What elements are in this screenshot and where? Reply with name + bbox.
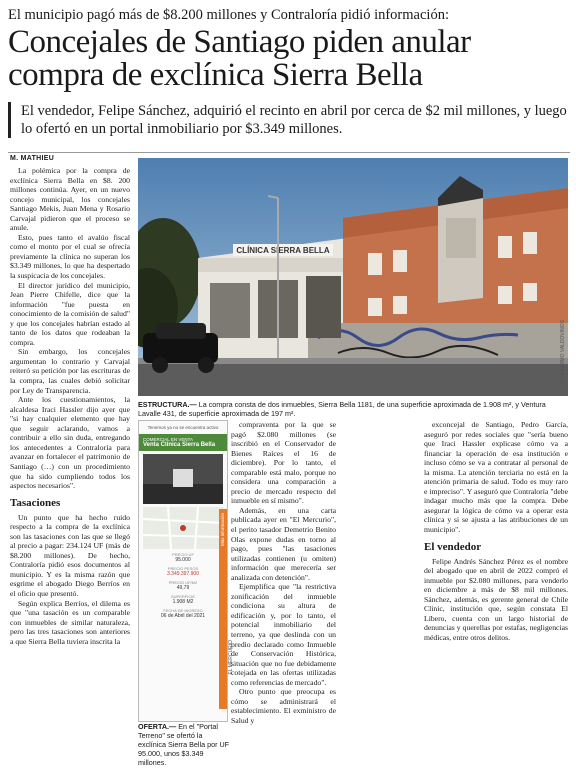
portal-field-value: 95.000 xyxy=(175,557,191,563)
photo-credit: GUILLERMO VALDOVINOS xyxy=(560,320,566,383)
section-heading-tasaciones: Tasaciones xyxy=(10,496,61,509)
portal-field-value: 3.349.397.900 xyxy=(167,571,199,577)
portal-field-label: PRECIO UF/M2 xyxy=(168,580,198,585)
article-column-3 xyxy=(424,420,568,642)
portal-map xyxy=(143,507,223,549)
portal-side-banner xyxy=(219,509,227,709)
paragraph: Además, en una carta publicada ayer en "El Mercurio", el perito tasador Demetrio Benito Olas expone dudas en torno al pago, pues "las tasaciones utilizadas contienen (u omiten) información que merecería ser analizada con detención". xyxy=(231,505,336,582)
portal-field-label: SUPERFICIE xyxy=(170,594,195,599)
portal-field-value: 1.908 M2 xyxy=(172,599,194,605)
paragraph: Según explica Berríos, el dilema es que "una tasación es un comparable con inmuebles de similar naturaleza, pero las tres tasaciones son anteriores a que Sierra Bella tuviera inscrita la xyxy=(10,598,130,646)
column-3-paragraphs-2 xyxy=(424,557,568,643)
column-1-paragraphs-2 xyxy=(10,513,130,647)
portal-field-value: 49,79 xyxy=(176,585,190,591)
column-3-paragraphs xyxy=(424,420,568,535)
paragraph: exconcejal de Santiago, Pedro García, aseguró por redes sociales que "sería bueno que Iraci Hassler explicase cómo va a financiar la operación de esa institución e incluso cómo se va a contratar al personal de la misma. La atención terciaria no está en la atención primaria de salud. Todo es muy raro e impreciso". Y aseguró que Contraloría "debe indagar mucho más que la compra. Debe asegurar la lógica de cómo va a operar esta clínica y si se ajusta a las atribuciones de un municipio". xyxy=(424,420,568,535)
portal-field xyxy=(139,580,227,591)
portal-caption-text: En el "Portal Terreno" se ofertó la exclínica Sierra Bella por UF 95.000, unos $3.349 millones. xyxy=(138,722,230,767)
portal-top-text: Tenemos ya no se encuentra activo xyxy=(147,425,219,430)
portal-field xyxy=(139,552,227,563)
portal-field-label: FECHA DE INGRESO xyxy=(163,608,203,613)
portal-fields xyxy=(139,552,227,619)
paragraph: Felipe Andrés Sánchez Pérez es el nombre del abogado que en abril de 2022 compró el inmueble por $2.080 millones, para venderlo en diciembre a más de $8 mil millones. Sánchez, además, es gerente general de Chile Clinic, institución que, según constata El Líbero, cuenta con un largo historial de denuncias y querellas por estafas, negligencias médicas, entre otros delitos. xyxy=(424,556,568,642)
portal-photo xyxy=(143,454,223,504)
portal-screenshot xyxy=(138,420,228,722)
portal-field xyxy=(139,608,227,619)
photo-caption-label: ESTRUCTURA.— xyxy=(138,400,197,409)
portal-credit: EL MERCURIO xyxy=(228,640,234,675)
paragraph: compraventa por la que se pagó $2.080 millones (se inscribió en el Conservador de Bienes Raíces el 16 de diciembre). Por lo tanto, el comparable está malo, porque no considera una comparación a precio de mercado respecto del inmueble en sí mismo". xyxy=(231,420,336,506)
deck: El vendedor, Felipe Sánchez, adquirió el recinto en abril por cerca de $2 mil millones, y luego lo ofertó en un portal inmobiliario por $3.349 millones. xyxy=(8,102,576,138)
kicker: El municipio pagó más de $8.200 millones y Contraloría pidió información: xyxy=(8,7,449,23)
portal-field xyxy=(139,566,227,577)
portal-field-value: 06 de Abril del 2021 xyxy=(160,613,206,619)
portal-title: Venta Clínica Sierra Bella xyxy=(143,442,216,448)
portal-caption xyxy=(138,722,230,767)
portal-header xyxy=(139,434,227,451)
paragraph: Un punto que ha hecho ruido respecto a la compra de la exclínica son las tasaciones con las que se llegó al precio a pagar: 234.124 UF (más de $8.200 millones). De hecho, Contraloría pidió esos documentos al municipio. Y es la misma razón que esgrime el abogado Diego Berríos en el oficio que presentó. xyxy=(10,512,130,598)
paragraph: Ejemplifica que "la restrictiva zonificación del inmueble condiciona su altura de edificación y, por lo tanto, el potencial inmobiliario del terreno, ya que deslinda con un predio declarado como Inmueble de Conservación Histórica, situación que no fue debidamente cotejada en las ofertas utilizadas como referencias de mercado". xyxy=(231,582,336,687)
portal-photo-illustration xyxy=(143,454,223,504)
paragraph: Otro punto que preocupa es cómo se administrará el establecimiento. El exministro de Salud y xyxy=(231,687,336,725)
photo-caption xyxy=(138,400,568,418)
map-illustration xyxy=(143,507,223,549)
paragraph: El director jurídico del municipio, Jean Pierre Chifelle, dice que la información "fue puesta en conocimiento de la comisión de salud" y que los concejales habrían estado al tanto de los datos que rodeaban la compra. xyxy=(10,280,130,347)
portal-side-text: Más información xyxy=(220,513,225,547)
article-column-1 xyxy=(10,166,130,646)
portal-field-label: PRECIO UF xyxy=(172,552,194,557)
paragraph: Esto, pues tanto el avalúo fiscal como el monto por el cual se ofrecía previamente la clínica no superan los $3.349 millones, lo que ha despertado la suspicacia de los concejales. xyxy=(10,232,130,281)
portal-field xyxy=(139,594,227,605)
column-2-paragraphs xyxy=(231,420,336,726)
paragraph: Sin embargo, los concejales argumentan lo contrario y Carvajal reiteró su petición por las escrituras de la compra, las cuales debió solicitar por Ley de Transparencia. xyxy=(10,347,130,395)
portal-tag: COMERCIAL EN VENTA xyxy=(143,437,194,442)
portal-caption-label: OFERTA.— xyxy=(138,722,177,731)
map-pin-icon xyxy=(180,525,186,531)
photo-caption-text: La compra consta de dos inmuebles, Sierra Bella 1181, de una superficie aproximada de 1.908 m², y Ventura Lavalle 431, de superficie aproximada de 197 m². xyxy=(138,400,546,418)
column-1-paragraphs xyxy=(10,166,130,491)
portal-field-label: PRECIO PESOS xyxy=(167,566,199,571)
building-photo xyxy=(138,158,568,396)
byline: M. MATHIEU xyxy=(10,155,55,162)
building-illustration xyxy=(138,158,568,396)
article-column-2 xyxy=(231,420,336,726)
building-sign-text: CLÍNICA SIERRA BELLA xyxy=(236,246,330,255)
section-heading-vendedor: El vendedor xyxy=(424,540,482,553)
paragraph: Ante los cuestionamientos, la alcaldesa Iraci Hassler dijo ayer que "si hay cualquier elemento que hay que seguir aclarando, vamos a contribuir a ello sin duda, entregando los antecedentes a Contraloría para avanzar en fortalecer el patrimonio de Santiago (…) con un procedimiento que ha sido cumpliendo todos los aspectos necesarios". xyxy=(10,395,130,491)
paragraph: La polémica por la compra de exclínica Sierra Bella en $8. 200 millones continúa. Ayer, en un nuevo concejo municipal, los concejales Santiago Mekis, Juan Mena y Rosario Carvajal pidieron que el proceso se anule. xyxy=(10,166,130,233)
divider xyxy=(8,152,570,153)
headline: Concejales de Santiago piden anular compra de exclínica Sierra Bella xyxy=(8,24,471,93)
